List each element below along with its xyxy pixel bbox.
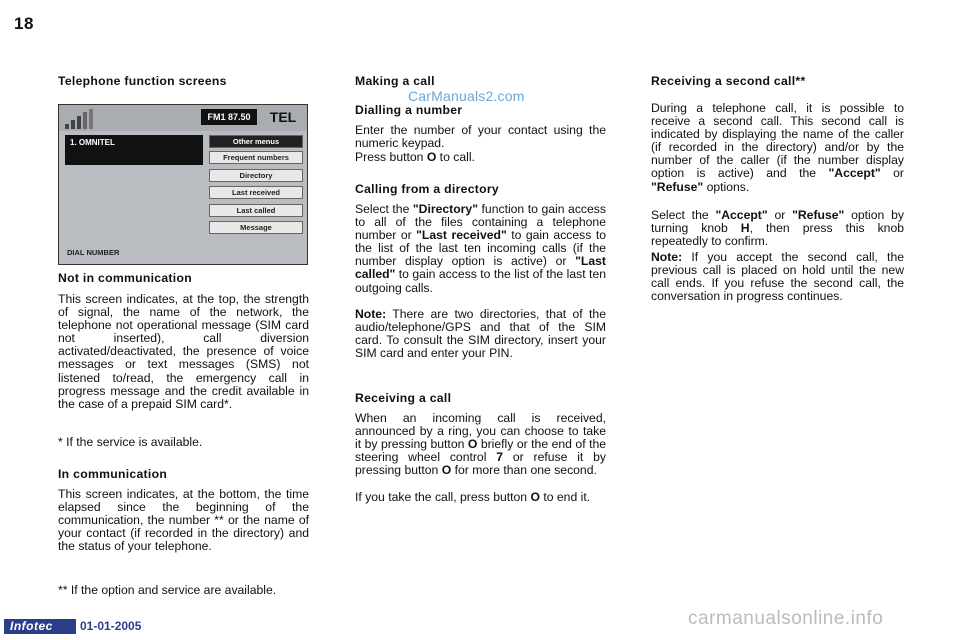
directory-note: Note: There are two directories, that of the audio/telephone/GPS and that of the SIM card. To consult the SIM directory, insert your SIM card and enter your PIN. [355, 307, 606, 361]
in-communication-text: This screen indicates, at the bottom, the time elapsed since the beginning of the communication, the number ** or the name of your contact (if recorded in the directory) and the status of your telephone. [58, 487, 309, 554]
menu-directory: Directory [209, 169, 303, 182]
watermark-carmanuals2: CarManuals2.com [408, 88, 525, 104]
watermark-carmanualsonline: carmanualsonline.info [688, 608, 884, 629]
signal-strength-icon [63, 108, 97, 130]
section-title-calling-from-directory: Calling from a directory [355, 182, 499, 196]
telephone-screen-illustration [58, 104, 308, 265]
select-accept-refuse-text: Select the "Accept" or "Refuse" option by turning knob H, then press this knob repeatedly to confirm. [651, 208, 904, 249]
dialling-text: Enter the number of your contact using the numeric keypad. [355, 123, 606, 151]
page-number: 18 [14, 14, 34, 33]
menu-frequent-numbers: Frequent numbers [209, 151, 303, 164]
menu-last-received: Last received [209, 186, 303, 199]
menu-message: Message [209, 221, 303, 234]
footnote-single-star: * If the service is available. [58, 435, 203, 449]
directory-text: Select the "Directory" function to gain access to all of the files containing a telephone number or "Last received" to gain access to the list of the last ten incoming calls (if the number display option is active) or "Last called" to gain access to the list of the last ten outgoing calls. [355, 202, 606, 295]
infotec-logo: Infotec [4, 619, 76, 634]
radio-frequency-display: FM1 87.50 [201, 109, 257, 125]
not-in-communication-text: This screen indicates, at the top, the strength of signal, the name of the network, the telephone not operational message (SIM card not inserted), call diversion activated/deactivated, the presence of voice messages or text messages (SMS) not listened to/read, the emergency call in progress message and the credit available in the case of a prepaid SIM card*. [58, 292, 309, 411]
section-title-receiving-a-call: Receiving a call [355, 391, 452, 405]
section-title-making-a-call: Making a call [355, 74, 435, 88]
page-footer [0, 619, 200, 635]
second-call-text: During a telephone call, it is possible to receive a second call. This second call is indicated by displaying the name of the caller (if recorded in the directory) and/or by the number of the caller (if the number display option is active) and the "Accept" or "Refuse" options. [651, 101, 904, 194]
take-call-text: If you take the call, press button O to end it. [355, 490, 591, 504]
menu-last-called: Last called [209, 204, 303, 217]
section-title-second-call: Receiving a second call** [651, 74, 806, 88]
dialling-press-text: Press button O to call. [355, 150, 475, 164]
footer-date: 01-01-2005 [80, 619, 142, 633]
footnote-double-star: ** If the option and service are available. [58, 583, 277, 597]
receiving-text: When an incoming call is received, announced by a ring, you can choose to take it by pressing button O briefly or the end of the steering wheel control 7 or refuse it by pressing button O for more than one second. [355, 411, 607, 478]
network-operator-box: 1. OMNITEL [65, 135, 203, 165]
section-title-in-communication: In communication [58, 467, 168, 481]
dial-number-label: DIAL NUMBER [67, 248, 120, 257]
second-call-note: Note: If you accept the second call, the previous call is placed on hold until the new call ends. If you refuse the second call, the conversation in progress continues. [651, 250, 904, 304]
tel-label: TEL [269, 109, 297, 125]
section-title-telephone-screens: Telephone function screens [58, 74, 227, 88]
section-title-not-in-communication: Not in communication [58, 271, 192, 285]
section-title-dialling: Dialling a number [355, 103, 463, 117]
menu-other-menus: Other menus [209, 135, 303, 148]
